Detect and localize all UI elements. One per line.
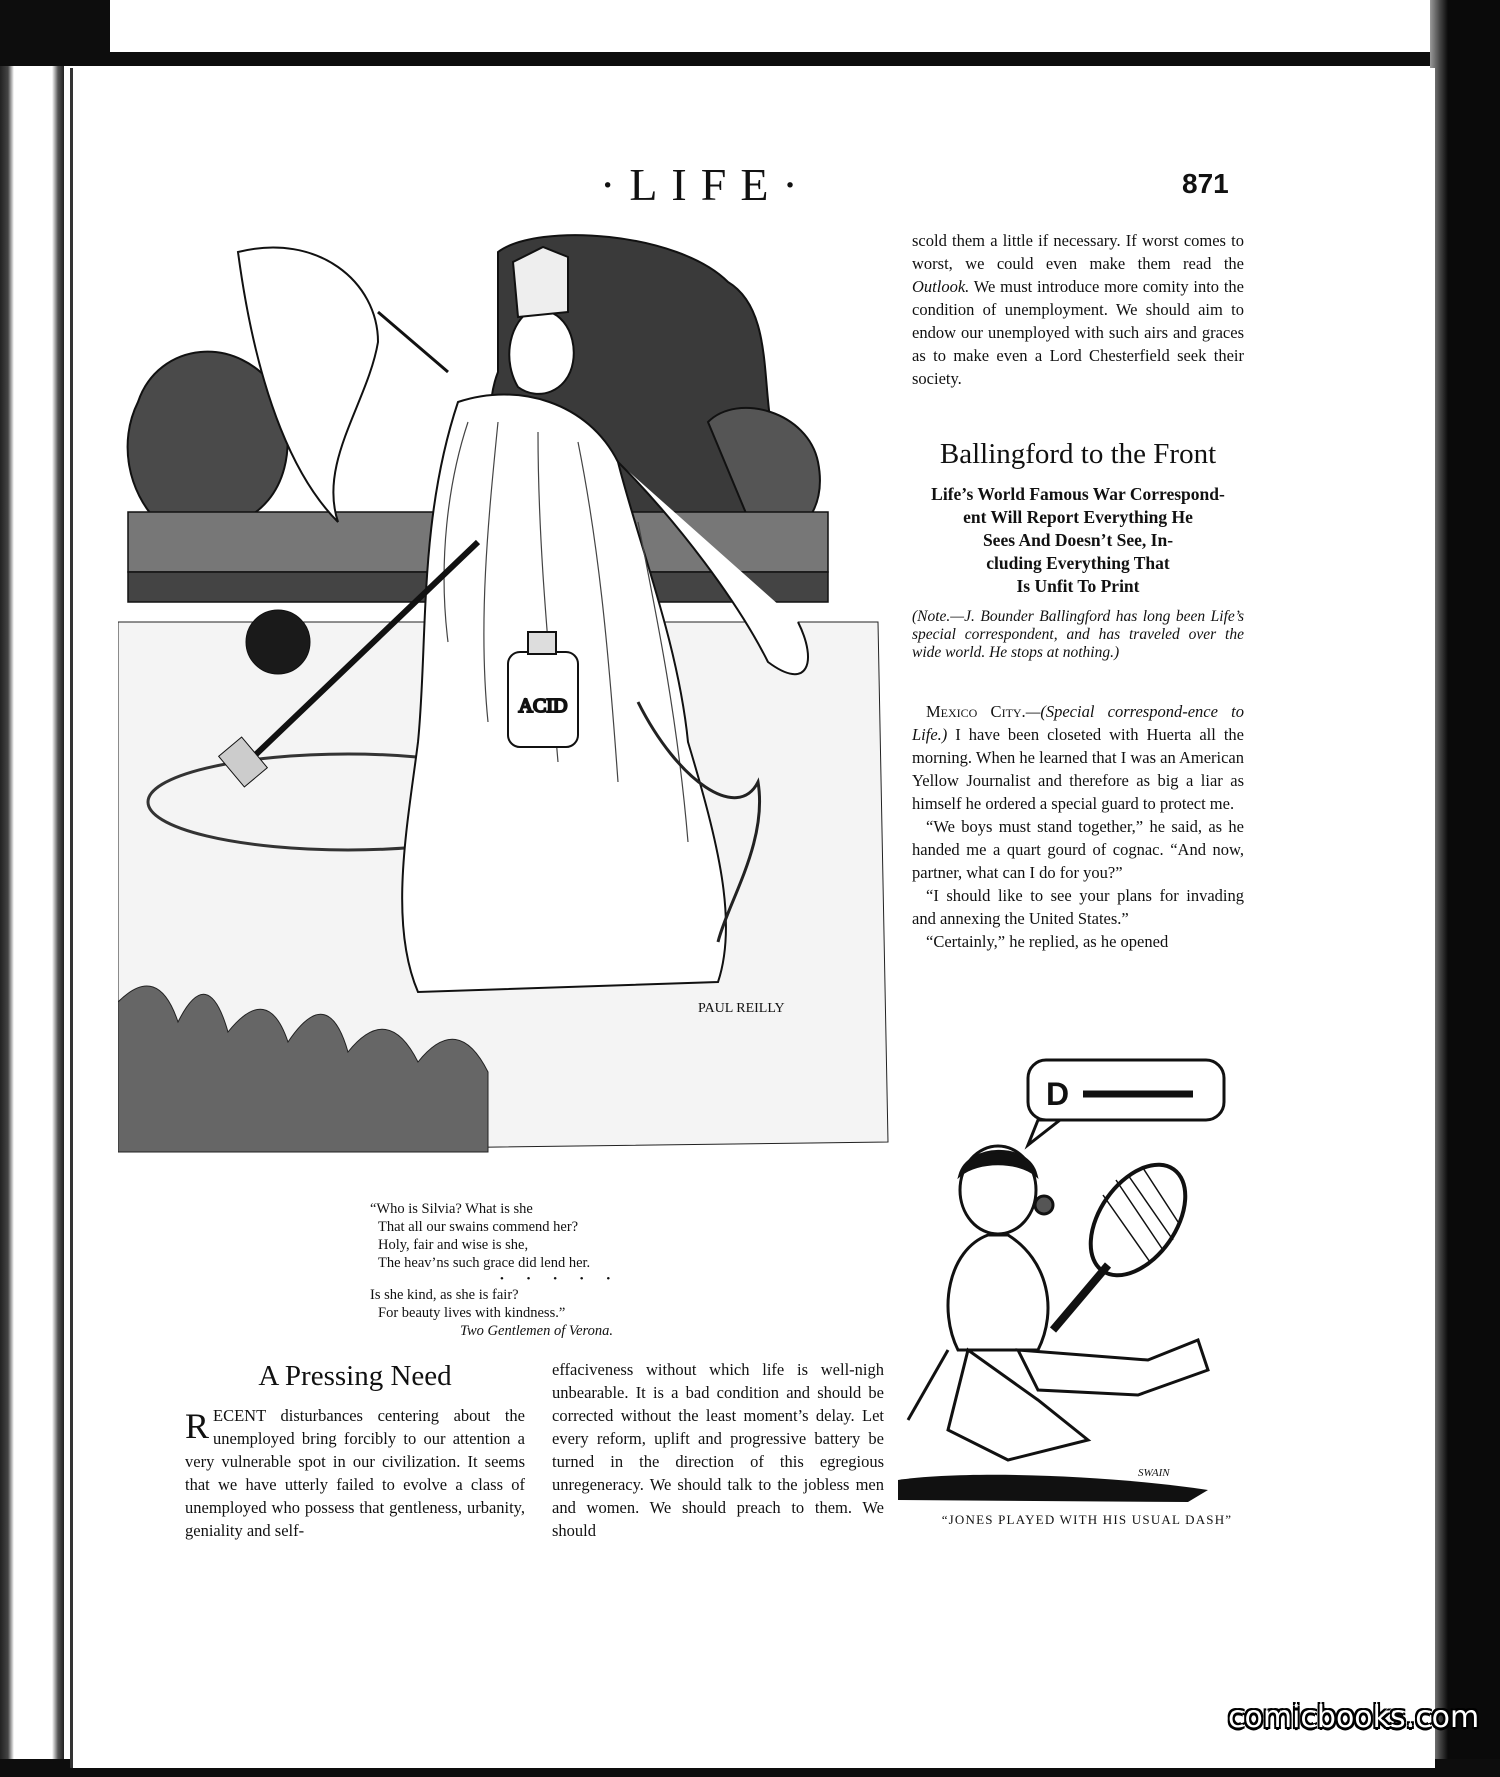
ballingford-headline: Ballingford to the Front <box>939 438 1217 470</box>
pressing-need-col1 <box>185 1404 525 1542</box>
subheadline-line: Sees And Doesn’t See, In- <box>982 530 1174 550</box>
verse-line: That all our swains commend her? <box>378 1219 579 1235</box>
illustration-signature: PAUL REILLY <box>698 1001 785 1016</box>
speech-text: D <box>1046 1076 1070 1112</box>
site-watermark: comicbooks.com <box>1228 1700 1480 1735</box>
pressing-need-col2 <box>552 1358 884 1542</box>
tennis-racket <box>1053 1147 1205 1330</box>
pressing-need-headline: A Pressing Need <box>258 1360 452 1392</box>
tennis-cartoon <box>888 1050 1278 1525</box>
silvia-illustration <box>118 222 908 1182</box>
pressing-need-paragraph: effaciveness without which life is well-nigh unbearable. It is a bad condition and should be corrected without the least moment’s delay. Let every reform, uplift and progressive battery be turned in the direction of this egregious unregeneracy. We should talk to the jobless men and women. We should preach to them. We should <box>552 1360 884 1540</box>
book-binding-left <box>0 0 64 1777</box>
ballingford-subheadline <box>912 483 1244 598</box>
page-number: 871 <box>1182 168 1229 199</box>
dateline-rest: —(Special correspond-ence to Life.) <box>912 702 1244 744</box>
subheadline-line: cluding Everything That <box>986 553 1170 573</box>
continued-paragraph <box>912 229 1244 390</box>
speech-bubble <box>1028 1060 1224 1145</box>
ballingford-body <box>912 700 1244 953</box>
body-paragraph: “I should like to see your plans for invading and annexing the United States.” <box>912 886 1244 928</box>
masthead-title: ·LIFE· <box>600 159 812 210</box>
body-paragraph: “We boys must stand together,” he said, as he handed me a quart gourd of cognac. “And now, partner, what can I do for you?” <box>912 817 1244 882</box>
verse-line: For beauty lives with kindness.” <box>378 1305 566 1321</box>
drop-cap: R <box>185 1406 210 1446</box>
text-run: I have been closeted with Huerta all the morning. When he learned that I was an American Yellow Journalist and therefore as big a liar as himself he ordered a special guard to protect me. <box>912 725 1244 813</box>
subheadline-line: ent Will Report Everything He <box>963 507 1193 527</box>
scan-right-border <box>1430 0 1500 1777</box>
facing-page-strip <box>110 0 1450 52</box>
verse-line: Is she kind, as she is fair? <box>370 1287 519 1303</box>
body-paragraph: “Certainly,” he replied, as he opened <box>926 932 1169 951</box>
verse-source: Two Gentlemen of Verona. <box>460 1323 614 1339</box>
subheadline-line: Is Unfit To Print <box>1016 576 1140 596</box>
cartoon-signature: SWAIN <box>1138 1467 1170 1479</box>
text-run: ECENT disturbances centering about the unemployed bring forcibly to our attention a very vulnerable spot in our civilization. It seems that we have utterly failed to evolve a class of unemployed who possess that gentleness, urbanity, geniality and self- <box>185 1406 525 1540</box>
pressing-need-paragraph <box>185 1404 525 1542</box>
subheadline-line: Life’s World Famous War Correspond- <box>931 484 1225 504</box>
silvia-verse <box>370 1200 770 1340</box>
verse-separator: • • • • • <box>500 1273 621 1285</box>
dateline-paragraph <box>912 700 1244 815</box>
verse-line: Holy, fair and wise is she, <box>378 1237 529 1253</box>
text-run: scold them a little if necessary. If worst comes to worst, we could even make them read the <box>912 231 1244 273</box>
editor-note: (Note.—J. Bounder Ballingford has long been Life’s special correspondent, and has traveled over the wide world. He stops at nothing.) <box>912 608 1244 661</box>
outlook-title: Outlook. <box>912 277 970 296</box>
verse-line: “Who is Silvia? What is she <box>370 1201 533 1217</box>
verse-line: The heav’ns such grace did lend her. <box>378 1255 591 1271</box>
dateline: Mexico City. <box>926 702 1026 721</box>
right-column-top <box>912 229 1244 390</box>
acid-label: ACID <box>518 695 568 717</box>
text-run: We must introduce more comity into the condition of unemployment. We should aim to endow our unemployed with such airs and graces as to make even a Lord Chesterfield seek their society. <box>912 277 1244 388</box>
tennis-caption: “JONES PLAYED WITH HIS USUAL DASH” <box>941 1512 1233 1527</box>
